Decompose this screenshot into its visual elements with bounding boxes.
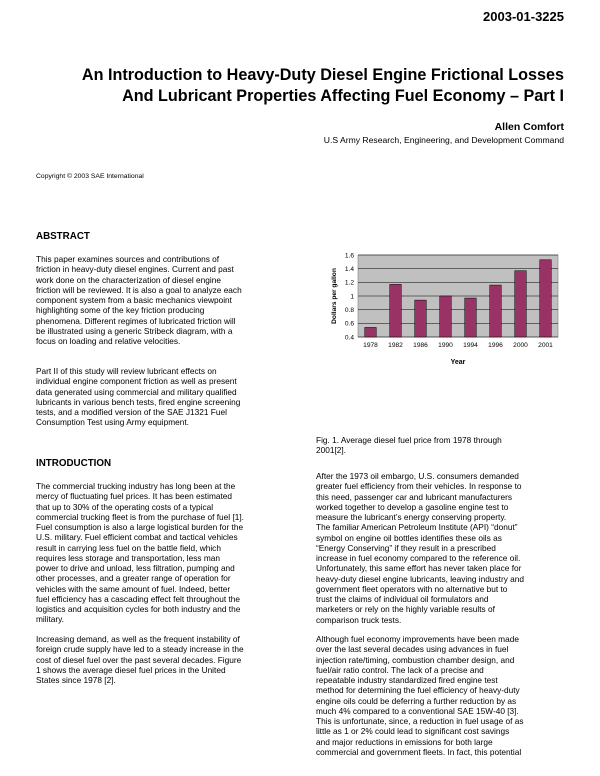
x-tick-labels xyxy=(363,342,553,349)
bar-1978 xyxy=(365,327,377,337)
text-line: result in carrying less fuel on the battle field, which xyxy=(36,542,221,553)
text-line: phenomena. Different regimes of lubricated friction will xyxy=(36,315,236,326)
text-line: “Energy Conserving” if they result in a prescribed xyxy=(316,542,496,553)
x-tick-label: 1994 xyxy=(463,342,478,349)
text-line: Consumption Test using Army equipment. xyxy=(36,417,189,428)
text-line: fuel efficiency has a cascading effect felt throughout the xyxy=(36,593,241,604)
text-line: military. xyxy=(36,614,64,625)
text-line: this need, passenger car and lubricant manufacturers xyxy=(316,491,513,502)
text-line: This is unfortunate, since, a reduction in fuel usage of as xyxy=(316,716,524,726)
text-line: marketers or rely on the highly variable results of xyxy=(316,604,495,615)
introduction-paragraph-1 xyxy=(36,481,284,625)
text-line: mercy of fluctuating fuel prices. It has been estimated xyxy=(36,491,232,502)
right-paragraph-2 xyxy=(316,634,566,757)
text-line: over the last several decades using advances in fuel xyxy=(316,644,509,655)
text-line: requires less storage and transportation, less man xyxy=(36,552,221,563)
text-line: States since 1978 [2]. xyxy=(36,675,116,685)
y-tick-label: 0.4 xyxy=(344,334,354,342)
text-line: trust the claims of individual oil formulators and xyxy=(316,594,489,604)
bar-1994 xyxy=(465,298,477,337)
text-line: After the 1973 oil embargo, U.S. consumers demanded xyxy=(316,471,519,481)
text-line: government fleet operators with no alternative but to xyxy=(316,583,508,594)
text-line: data generated using commercial and military qualified xyxy=(36,386,237,397)
text-line: The commercial trucking industry has long been at the xyxy=(36,481,236,491)
x-tick-label: 1996 xyxy=(488,342,503,349)
bar-2001 xyxy=(540,260,552,337)
x-tick-label: 1982 xyxy=(388,342,403,349)
text-line: repeatable industry standardized fired engine test xyxy=(316,675,498,685)
x-tick-label: 1978 xyxy=(363,342,378,349)
text-line: comparison truck tests. xyxy=(316,614,402,625)
author-affiliation: U.S Army Research, Engineering, and Development Command xyxy=(323,135,564,145)
text-line: highlighting some of the key friction producing xyxy=(36,305,205,316)
paper-title-line-2: And Lubricant Properties Affecting Fuel Economy – Part I xyxy=(122,87,564,105)
text-line: individual engine component friction as well as present xyxy=(36,376,237,387)
introduction-heading: INTRODUCTION xyxy=(36,458,112,469)
text-line: 1 shows the average diesel fuel prices in the United xyxy=(36,664,226,675)
author-name: Allen Comfort xyxy=(494,121,564,133)
text-line: logistics and acquisition cycles for both industry and the xyxy=(36,604,241,614)
text-line: vehicles with the same amount of fuel. Indeed, better xyxy=(36,583,231,594)
text-line: lubricants in various bench tests, fired engine screening xyxy=(36,396,241,407)
y-tick-label: 0.6 xyxy=(344,320,354,328)
x-tick-label: 1990 xyxy=(438,342,453,349)
y-tick-label: 1.6 xyxy=(344,252,354,260)
text-line: method for determining the fuel efficiency of heavy-duty xyxy=(316,685,520,696)
text-line: injection rate/timing, combustion chamber design, and xyxy=(316,654,515,665)
text-line: 2001[2]. xyxy=(316,445,346,456)
introduction-paragraph-2 xyxy=(36,634,284,685)
text-line: Increasing demand, as well as the frequent instability of xyxy=(36,634,240,644)
abstract-paragraph-1 xyxy=(36,254,284,346)
y-tick-labels xyxy=(345,252,355,341)
text-line: U.S. military. Fuel efficient combat and tactical vehicles xyxy=(36,532,238,543)
text-line: Although fuel economy improvements have been made xyxy=(316,634,519,644)
paper-title-line-1: An Introduction to Heavy-Duty Diesel Engine Frictional Losses xyxy=(81,66,564,84)
abstract-heading: ABSTRACT xyxy=(36,231,90,242)
x-tick-label: 2000 xyxy=(513,342,528,349)
text-line: work done on the characterization of diesel engine xyxy=(36,274,221,285)
text-line: commercial and government fleets. In fact, this potential xyxy=(316,746,522,757)
text-line: greater fuel efficiency from their vehicles. In response to xyxy=(316,481,522,492)
diesel-price-bar-chart xyxy=(316,250,566,370)
text-line: Fig. 1. Average diesel fuel price from 1978 through xyxy=(316,435,502,445)
text-line: friction will be reviewed. It is also a goal to analyze each xyxy=(36,284,242,295)
text-line: Fuel consumption is also a large logistical burden for the xyxy=(36,522,244,532)
text-line: and major reductions in emissions for both large xyxy=(316,736,493,747)
text-line: cost of diesel fuel over the past several decades. Figure xyxy=(36,654,242,665)
text-line: power to drive and unload, less filtration, pumping and xyxy=(36,563,235,573)
text-line: foreign crude supply have led to a steady increase in the xyxy=(36,644,244,655)
y-tick-label: 1 xyxy=(350,293,354,301)
bar-2000 xyxy=(515,271,527,337)
text-line: fuel/air ratio control. The lack of a precise and xyxy=(316,664,484,675)
text-line: component system from a basic mechanics viewpoint xyxy=(36,295,232,305)
right-paragraph-1 xyxy=(316,471,566,625)
text-line: Part II of this study will review lubricant effects on xyxy=(36,366,217,376)
bar-1990 xyxy=(440,296,452,337)
text-line: much 4% compared to a conventional SAE 15W-40 [3]. xyxy=(316,705,519,716)
text-line: be illustrated using a generic Stribeck diagram, with a xyxy=(36,325,233,336)
text-line: measure the lubricant’s energy conserving property. xyxy=(316,512,507,522)
y-tick-label: 1.4 xyxy=(344,265,354,273)
copyright-notice: Copyright © 2003 SAE International xyxy=(36,173,144,180)
text-line: that up to 30% of the operating costs of a typical xyxy=(36,501,214,512)
x-tick-label: 2001 xyxy=(538,342,553,349)
x-tick-label: 1986 xyxy=(413,342,428,349)
y-tick-label: 0.8 xyxy=(344,306,354,314)
text-line: This paper examines sources and contributions of xyxy=(36,254,220,264)
text-line: commercial trucking fleet is from the purchase of fuel [1]. xyxy=(36,511,244,522)
text-line: Unfortunately, this same effort has never taken place for xyxy=(316,563,522,574)
text-line: heavy-duty diesel engine lubricants, leaving industry and xyxy=(316,573,525,584)
bar-1982 xyxy=(390,284,402,337)
text-line: tests, and a modified version of the SAE J1321 Fuel xyxy=(36,407,227,417)
text-line: The familiar American Petroleum Institute (API) “donut” xyxy=(316,522,518,533)
text-line: other processes, and a greater range of operation for xyxy=(36,573,231,584)
x-axis-label: Year xyxy=(450,359,466,366)
y-tick-label: 1.2 xyxy=(344,279,354,287)
paper-id: 2003-01-3225 xyxy=(483,9,564,24)
text-line: increase in fuel economy compared to the reference oil. xyxy=(316,553,521,563)
y-axis-label: Dollars per gallon xyxy=(331,268,338,324)
text-line: focus on loading and relative velocities. xyxy=(36,336,181,346)
bar-1986 xyxy=(415,300,427,337)
text-line: engine oils could be deferring a further reduction by as xyxy=(316,695,517,706)
text-line: little as 1 or 2% could lead to significant cost savings xyxy=(316,726,510,737)
abstract-paragraph-2 xyxy=(36,366,284,428)
bar-1996 xyxy=(490,285,502,337)
text-line: symbol on engine oil bottles identifies these oils as xyxy=(316,532,502,543)
figure-1-chart xyxy=(316,250,566,370)
figure-1-caption xyxy=(316,435,566,456)
text-line: friction in heavy-duty diesel engines. Current and past xyxy=(36,264,234,275)
text-line: worked together to develop a gasoline engine test to xyxy=(316,501,509,512)
